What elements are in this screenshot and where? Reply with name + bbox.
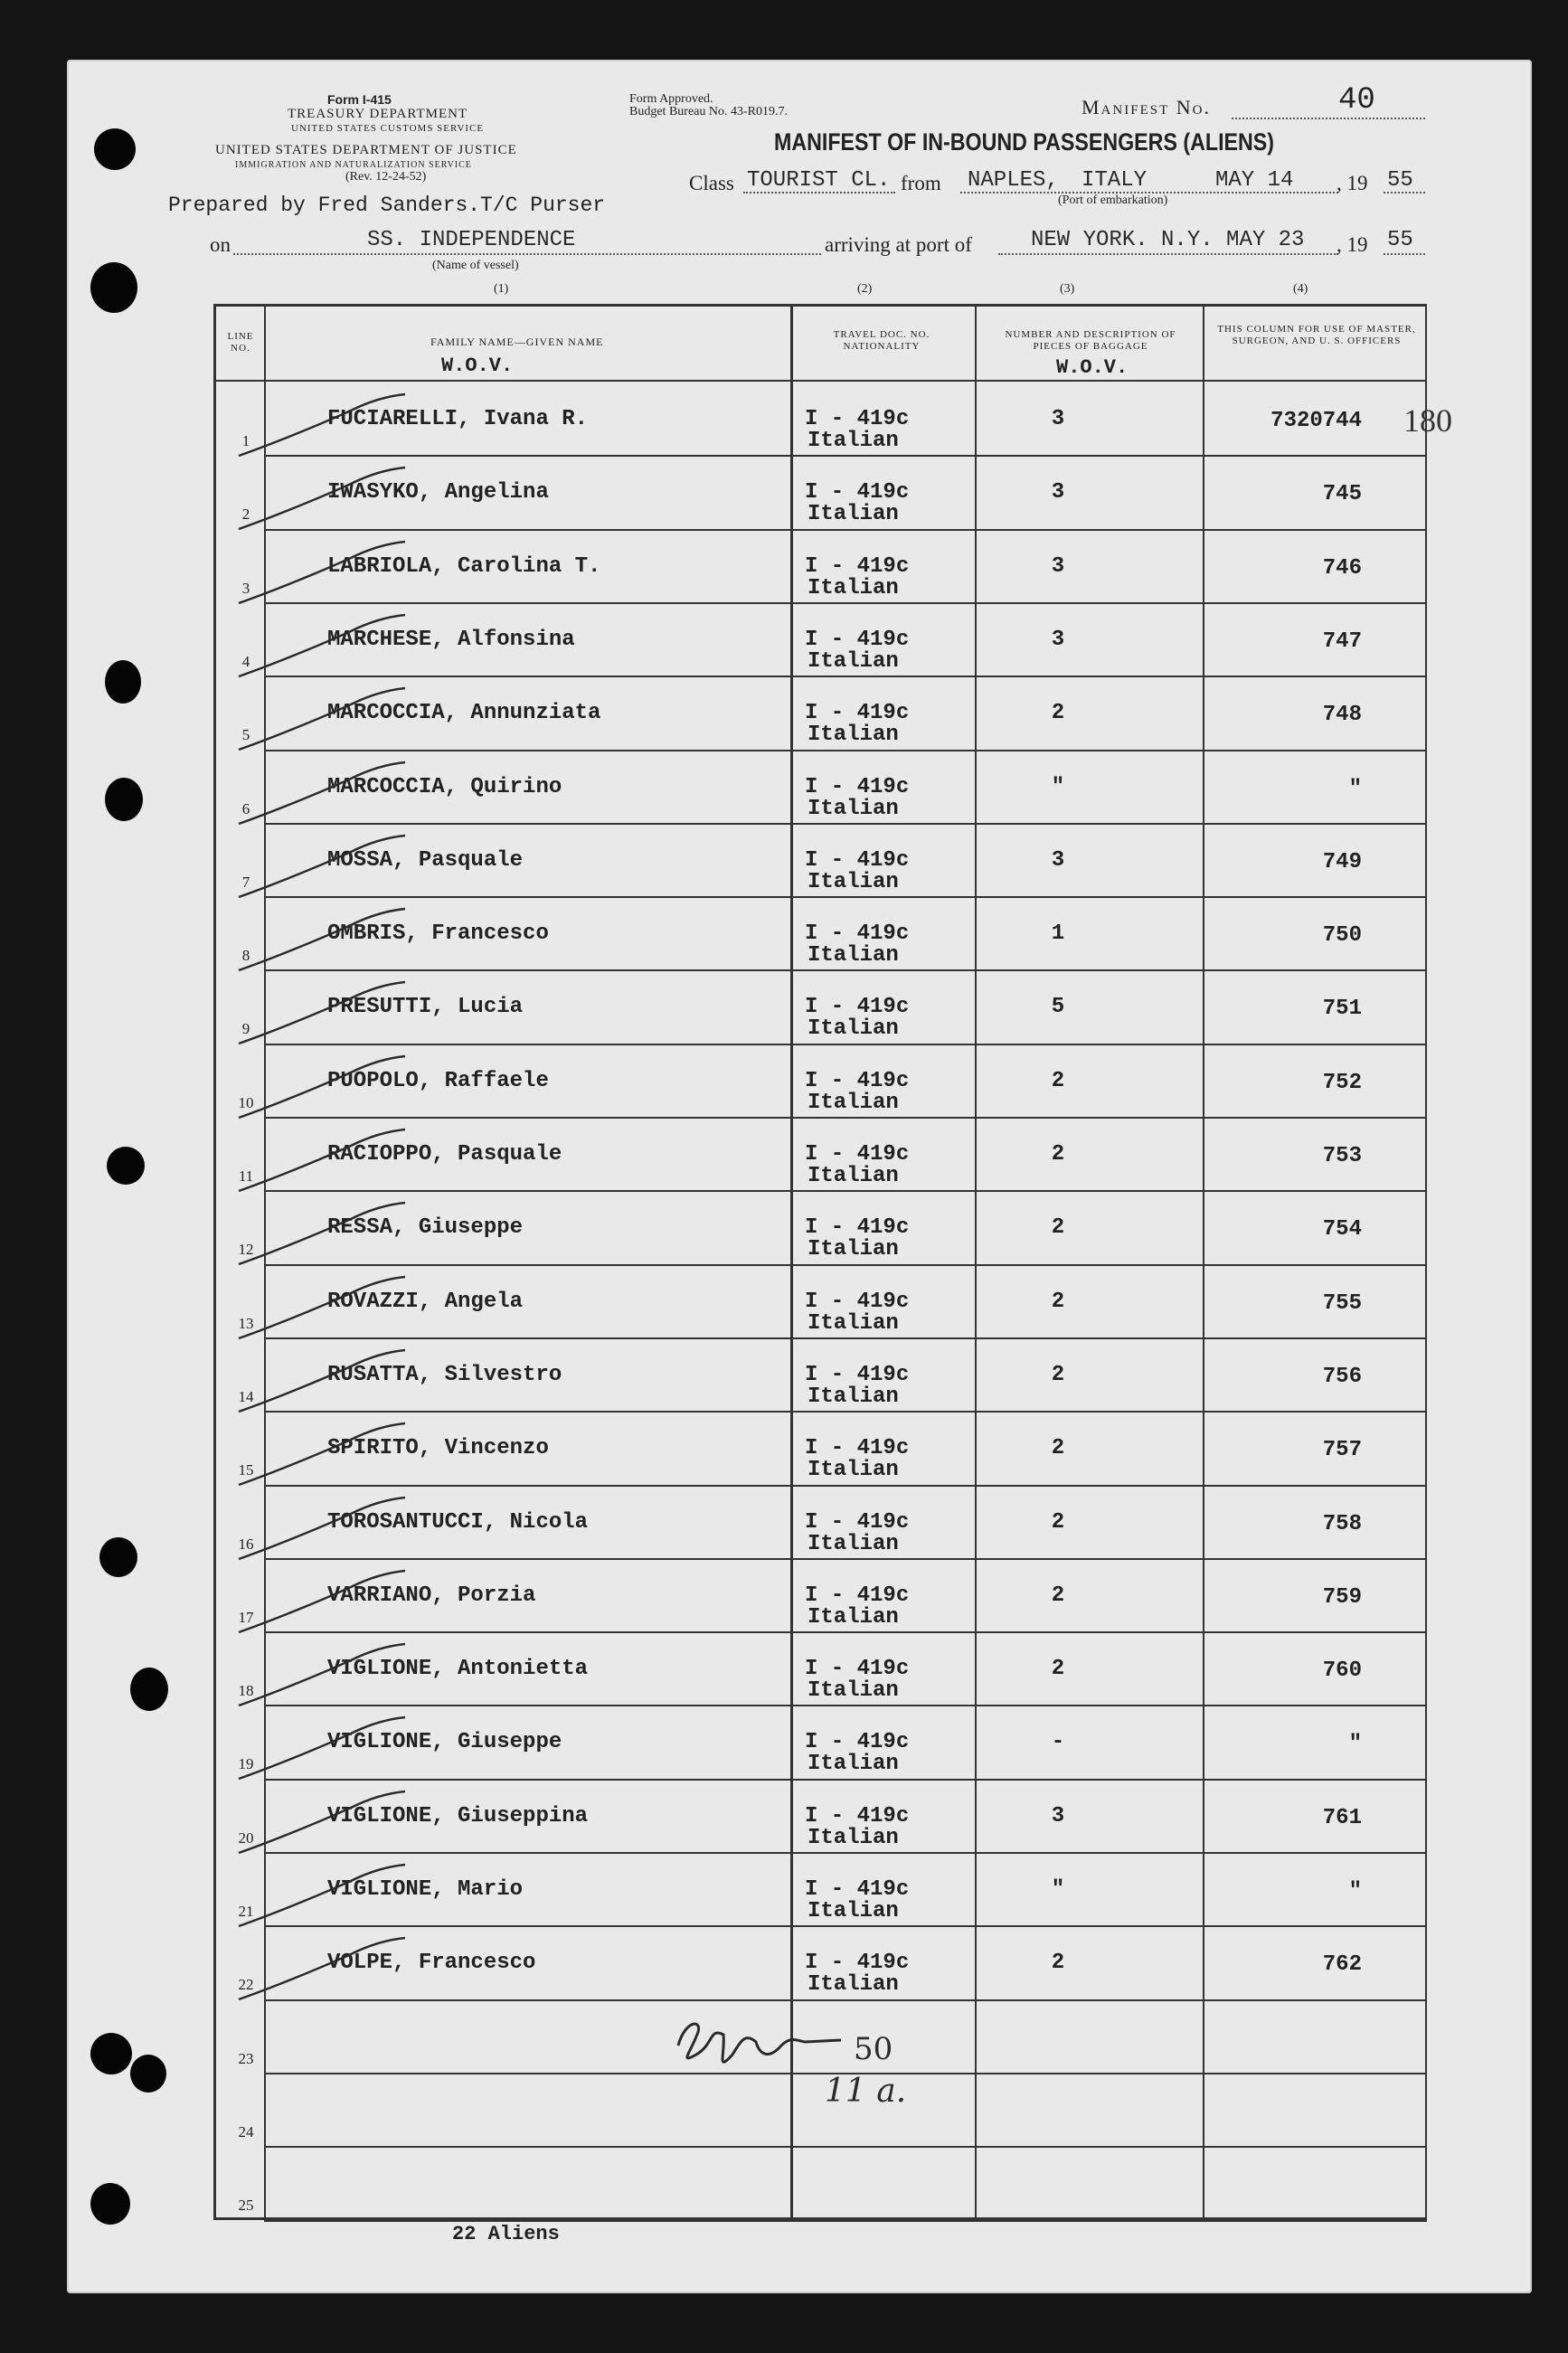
passenger-name: VOLPE, Francesco xyxy=(327,1951,536,1975)
officer-entry: " xyxy=(1348,1732,1362,1756)
nationality: Italian xyxy=(808,1605,899,1630)
row-divider xyxy=(264,750,1427,751)
nationality: Italian xyxy=(808,943,899,968)
officer-entry: 750 xyxy=(1322,923,1362,948)
baggage-count: 2 xyxy=(1051,1215,1065,1240)
embarkation-country: ITALY xyxy=(1082,168,1148,193)
travel-doc-number: I - 419c xyxy=(805,701,910,725)
travel-doc-number: I - 419c xyxy=(805,1583,910,1608)
arriving-label: arriving at port of xyxy=(825,233,972,256)
check-mark xyxy=(233,391,414,463)
check-mark xyxy=(233,905,414,978)
embarkation-port: NAPLES, xyxy=(968,168,1059,193)
passenger-name: IWASYKO, Angelina xyxy=(327,480,549,505)
baggage-count: 3 xyxy=(1051,1804,1065,1829)
embarkation-year: 55 xyxy=(1387,168,1413,193)
line-number: 12 xyxy=(238,1241,254,1258)
row-divider xyxy=(264,1852,1427,1854)
check-mark xyxy=(233,1567,414,1640)
passenger-name: RACIOPPO, Pasquale xyxy=(327,1142,562,1167)
passenger-name: TOROSANTUCCI, Nicola xyxy=(327,1510,589,1535)
nationality: Italian xyxy=(808,1237,899,1262)
line-number: 20 xyxy=(238,1829,254,1847)
travel-doc-number: I - 419c xyxy=(805,1215,910,1240)
officer-entry: 745 xyxy=(1322,482,1362,506)
arrival-port: NEW YORK. N.Y. MAY 23 xyxy=(1031,228,1305,252)
officer-entry: " xyxy=(1348,777,1362,801)
nationality: Italian xyxy=(808,1972,899,1997)
line-number: 5 xyxy=(241,726,250,743)
vessel-name: SS. INDEPENDENCE xyxy=(367,228,576,252)
row-divider xyxy=(264,1485,1427,1487)
line-number: 17 xyxy=(238,1609,254,1626)
officer-entry: 749 xyxy=(1322,850,1362,874)
row-divider xyxy=(264,969,1427,971)
officer-entry: " xyxy=(1348,1879,1362,1904)
officer-entry: 755 xyxy=(1322,1291,1362,1316)
travel-doc-number: I - 419c xyxy=(805,1657,910,1681)
line-number: 7 xyxy=(241,874,250,891)
baggage-count: 5 xyxy=(1051,995,1065,1019)
officer-entry: 747 xyxy=(1322,629,1362,654)
nationality: Italian xyxy=(808,1899,899,1923)
punch-hole xyxy=(90,2183,130,2225)
travel-doc-number: I - 419c xyxy=(805,1069,910,1093)
nationality: Italian xyxy=(808,1678,899,1703)
revision-date: (Rev. 12-24-52) xyxy=(345,170,427,184)
line-number: 3 xyxy=(241,580,250,597)
punch-hole xyxy=(105,778,143,821)
punch-hole xyxy=(90,2033,132,2074)
baggage-count: 3 xyxy=(1051,554,1065,579)
travel-doc-number: I - 419c xyxy=(805,1951,910,1975)
check-mark xyxy=(233,464,414,536)
year-prefix: , 19 xyxy=(1337,172,1368,194)
line-number: 19 xyxy=(238,1755,254,1772)
punch-hole xyxy=(107,1147,145,1185)
passenger-name: PUOPOLO, Raffaele xyxy=(327,1069,549,1093)
line-number: 2 xyxy=(241,506,250,523)
baggage-count: 2 xyxy=(1051,701,1065,725)
line-number: 25 xyxy=(238,2197,254,2214)
officer-entry: 752 xyxy=(1322,1071,1362,1095)
column-number: (3) xyxy=(1060,282,1075,296)
row-divider xyxy=(264,823,1427,825)
officer-entry: 760 xyxy=(1322,1658,1362,1683)
passenger-name: VIGLIONE, Antonietta xyxy=(327,1657,589,1681)
passenger-name: MARCHESE, Alfonsina xyxy=(327,628,575,652)
passenger-name: MOSSA, Pasquale xyxy=(327,848,524,873)
line-number: 15 xyxy=(238,1461,254,1479)
baggage-count: 2 xyxy=(1051,1657,1065,1681)
line-number: 13 xyxy=(238,1315,254,1332)
baggage-count: " xyxy=(1051,1877,1065,1902)
baggage-count: " xyxy=(1051,775,1065,799)
nationality: Italian xyxy=(808,576,899,600)
officer-entry: 746 xyxy=(1322,556,1362,581)
budget-bureau: Budget Bureau No. 43-R019.7. xyxy=(629,105,788,118)
row-divider xyxy=(264,1558,1427,1560)
officer-entry: 756 xyxy=(1322,1365,1362,1389)
officer-entry: 754 xyxy=(1322,1217,1362,1242)
baggage-header: NUMBER AND DESCRIPTION OF PIECES OF BAGGAGE xyxy=(1005,329,1176,352)
officer-entry: 748 xyxy=(1322,703,1362,727)
row-divider xyxy=(264,1117,1427,1119)
passenger-name: MARCOCCIA, Annunziata xyxy=(327,701,601,725)
row-divider xyxy=(264,1779,1427,1781)
baggage-count: 3 xyxy=(1051,628,1065,652)
check-mark xyxy=(233,1934,414,2007)
pencil-number: 50 xyxy=(854,2031,893,2067)
check-mark xyxy=(233,1788,414,1860)
on-label: on xyxy=(210,233,231,256)
class-label: Class xyxy=(689,172,734,194)
baggage-count: 2 xyxy=(1051,1290,1065,1314)
passenger-name: VIGLIONE, Mario xyxy=(327,1877,524,1902)
name-header: FAMILY NAME—GIVEN NAME xyxy=(430,335,604,348)
nationality: Italian xyxy=(808,1311,899,1336)
officer-entry: 751 xyxy=(1322,997,1362,1021)
passenger-name: PRESUTTI, Lucia xyxy=(327,995,524,1019)
check-mark xyxy=(233,759,414,831)
baggage-count: 3 xyxy=(1051,407,1065,431)
line-number: 11 xyxy=(238,1167,254,1185)
row-divider xyxy=(264,1337,1427,1339)
check-mark xyxy=(233,1126,414,1198)
check-mark xyxy=(233,1640,414,1713)
check-mark xyxy=(233,1494,414,1566)
officer-entry: 757 xyxy=(1322,1438,1362,1462)
nationality: Italian xyxy=(808,1532,899,1556)
officer-entry: 758 xyxy=(1322,1512,1362,1536)
form-number: Form I-415 xyxy=(327,92,392,107)
check-mark xyxy=(233,611,414,684)
nationality: Italian xyxy=(808,1016,899,1041)
officer-entry: 759 xyxy=(1322,1585,1362,1610)
passenger-name: FUCIARELLI, Ivana R. xyxy=(327,407,589,431)
travel-doc-number: I - 419c xyxy=(805,775,910,799)
check-mark xyxy=(233,1714,414,1786)
travel-doc-number: I - 419c xyxy=(805,554,910,579)
row-divider xyxy=(264,1925,1427,1927)
baggage-count: 1 xyxy=(1051,921,1065,946)
line-number: 16 xyxy=(238,1536,254,1553)
officer-entry: 762 xyxy=(1322,1952,1362,1977)
baggage-count: 2 xyxy=(1051,1510,1065,1535)
vessel-caption: (Name of vessel) xyxy=(432,259,519,272)
year-prefix: , 19 xyxy=(1337,233,1368,256)
travel-doc-number: I - 419c xyxy=(805,1290,910,1314)
ins-label: IMMIGRATION AND NATURALIZATION SERVICE xyxy=(235,160,472,170)
manifest-no-label: Manifest No. xyxy=(1082,96,1211,118)
punch-hole xyxy=(130,2055,166,2093)
baggage-subheader: W.O.V. xyxy=(1056,356,1129,379)
baggage-count: 3 xyxy=(1051,480,1065,505)
check-mark xyxy=(233,1053,414,1125)
nationality: Italian xyxy=(808,649,899,674)
passenger-name: MARCOCCIA, Quirino xyxy=(327,775,562,799)
travel-doc-number: I - 419c xyxy=(805,995,910,1019)
line-number: 22 xyxy=(238,1976,254,1993)
line-number: 6 xyxy=(241,800,250,817)
officer-entry: 7320744 xyxy=(1270,409,1362,433)
row-divider xyxy=(264,896,1427,898)
row-divider xyxy=(264,1264,1427,1266)
punch-hole xyxy=(99,1537,137,1577)
manifest-number: 40 xyxy=(1338,83,1375,118)
column-number: (4) xyxy=(1293,282,1308,296)
pencil-note: 11 a. xyxy=(825,2073,907,2110)
line-number: 1 xyxy=(241,432,250,449)
travel-doc-number: I - 419c xyxy=(805,1877,910,1902)
column-number: (2) xyxy=(857,282,873,296)
arrival-year: 55 xyxy=(1387,228,1413,252)
line-number: 10 xyxy=(238,1094,254,1111)
row-divider xyxy=(264,529,1427,531)
line-number: 4 xyxy=(241,653,250,670)
passenger-name: LABRIOLA, Carolina T. xyxy=(327,554,601,579)
line-number: 14 xyxy=(238,1388,254,1405)
punch-hole xyxy=(90,262,137,313)
nationality: Italian xyxy=(808,502,899,526)
row-divider xyxy=(264,1631,1427,1633)
margin-number: 180 xyxy=(1403,402,1452,439)
baggage-count: 2 xyxy=(1051,1951,1065,1975)
check-mark xyxy=(233,538,414,610)
check-mark xyxy=(233,1199,414,1271)
nationality: Italian xyxy=(808,429,899,453)
check-mark xyxy=(233,1420,414,1492)
form-approved: Form Approved. xyxy=(629,92,713,106)
row-divider xyxy=(264,1044,1427,1045)
passenger-name: RESSA, Giuseppe xyxy=(327,1215,524,1240)
total-aliens: 22 Aliens xyxy=(452,2223,560,2245)
travel-doc-number: I - 419c xyxy=(805,1363,910,1387)
travel-doc-header: TRAVEL DOC. NO. NATIONALITY xyxy=(833,329,930,352)
row-divider xyxy=(264,2146,1427,2148)
row-divider xyxy=(264,2220,1427,2222)
travel-doc-number: I - 419c xyxy=(805,628,910,652)
nationality: Italian xyxy=(808,1384,899,1409)
baggage-count: 2 xyxy=(1051,1069,1065,1093)
baggage-count: 2 xyxy=(1051,1436,1065,1460)
row-divider xyxy=(264,602,1427,604)
baggage-count: 2 xyxy=(1051,1142,1065,1167)
line-number: 8 xyxy=(241,947,250,964)
travel-doc-number: I - 419c xyxy=(805,1436,910,1460)
officers-header: THIS COLUMN FOR USE OF MASTER, SURGEON, AND U. S. OFFICERS xyxy=(1217,324,1416,346)
passenger-name: RUSATTA, Silvestro xyxy=(327,1363,562,1387)
row-divider xyxy=(264,455,1427,457)
nationality: Italian xyxy=(808,1826,899,1850)
class-value: TOURIST CL. xyxy=(747,168,891,193)
nationality: Italian xyxy=(808,797,899,821)
check-mark xyxy=(233,832,414,904)
nationality: Italian xyxy=(808,723,899,747)
punch-hole xyxy=(105,660,141,704)
embarkation-date: MAY 14 xyxy=(1215,168,1294,193)
nationality: Italian xyxy=(808,1752,899,1776)
punch-hole xyxy=(94,128,136,170)
column-number: (1) xyxy=(494,282,509,296)
nationality: Italian xyxy=(808,870,899,894)
nationality: Italian xyxy=(808,1091,899,1115)
line-number: 18 xyxy=(238,1682,254,1699)
baggage-count: 3 xyxy=(1051,848,1065,873)
row-divider xyxy=(264,1411,1427,1413)
prepared-by: Prepared by Fred Sanders.T/C Purser xyxy=(168,194,606,217)
travel-doc-number: I - 419c xyxy=(805,407,910,431)
from-label: from xyxy=(901,172,941,194)
row-divider xyxy=(264,1190,1427,1192)
passenger-name: OMBRIS, Francesco xyxy=(327,921,549,946)
row-divider xyxy=(264,676,1427,677)
passenger-name: VARRIANO, Porzia xyxy=(327,1583,536,1608)
page-title: MANIFEST OF IN-BOUND PASSENGERS (ALIENS) xyxy=(774,128,1275,156)
travel-doc-number: I - 419c xyxy=(805,921,910,946)
line-number: 21 xyxy=(238,1903,254,1920)
check-mark xyxy=(233,1347,414,1419)
punch-hole xyxy=(130,1668,168,1711)
travel-doc-number: I - 419c xyxy=(805,1804,910,1829)
check-mark xyxy=(233,978,414,1051)
travel-doc-number: I - 419c xyxy=(805,848,910,873)
passenger-name: ROVAZZI, Angela xyxy=(327,1290,524,1314)
travel-doc-number: I - 419c xyxy=(805,480,910,505)
check-mark xyxy=(233,1273,414,1346)
port-caption: (Port of embarkation) xyxy=(1058,194,1168,207)
officer-entry: 761 xyxy=(1322,1806,1362,1830)
travel-doc-number: I - 419c xyxy=(805,1510,910,1535)
travel-doc-number: I - 419c xyxy=(805,1730,910,1754)
name-subheader: W.O.V. xyxy=(441,354,514,377)
line-no-header: LINE NO. xyxy=(227,331,254,354)
passenger-name: VIGLIONE, Giuseppe xyxy=(327,1730,562,1754)
treasury-department: TREASURY DEPARTMENT xyxy=(288,107,468,121)
travel-doc-number: I - 419c xyxy=(805,1142,910,1167)
row-divider xyxy=(264,1705,1427,1706)
line-number: 23 xyxy=(238,2050,254,2067)
customs-service: UNITED STATES CUSTOMS SERVICE xyxy=(291,123,485,134)
baggage-count: 2 xyxy=(1051,1583,1065,1608)
passenger-name: SPIRITO, Vincenzo xyxy=(327,1436,549,1460)
nationality: Italian xyxy=(808,1164,899,1188)
officer-entry: 753 xyxy=(1322,1144,1362,1168)
line-number: 9 xyxy=(241,1020,250,1037)
baggage-count: 2 xyxy=(1051,1363,1065,1387)
passenger-name: VIGLIONE, Giuseppina xyxy=(327,1804,589,1829)
check-mark xyxy=(233,685,414,757)
line-number: 24 xyxy=(238,2123,254,2140)
handwritten-initials xyxy=(669,2000,868,2082)
department-of-justice: UNITED STATES DEPARTMENT OF JUSTICE xyxy=(215,143,517,157)
baggage-count: - xyxy=(1051,1730,1065,1754)
nationality: Italian xyxy=(808,1458,899,1482)
check-mark xyxy=(233,1861,414,1933)
